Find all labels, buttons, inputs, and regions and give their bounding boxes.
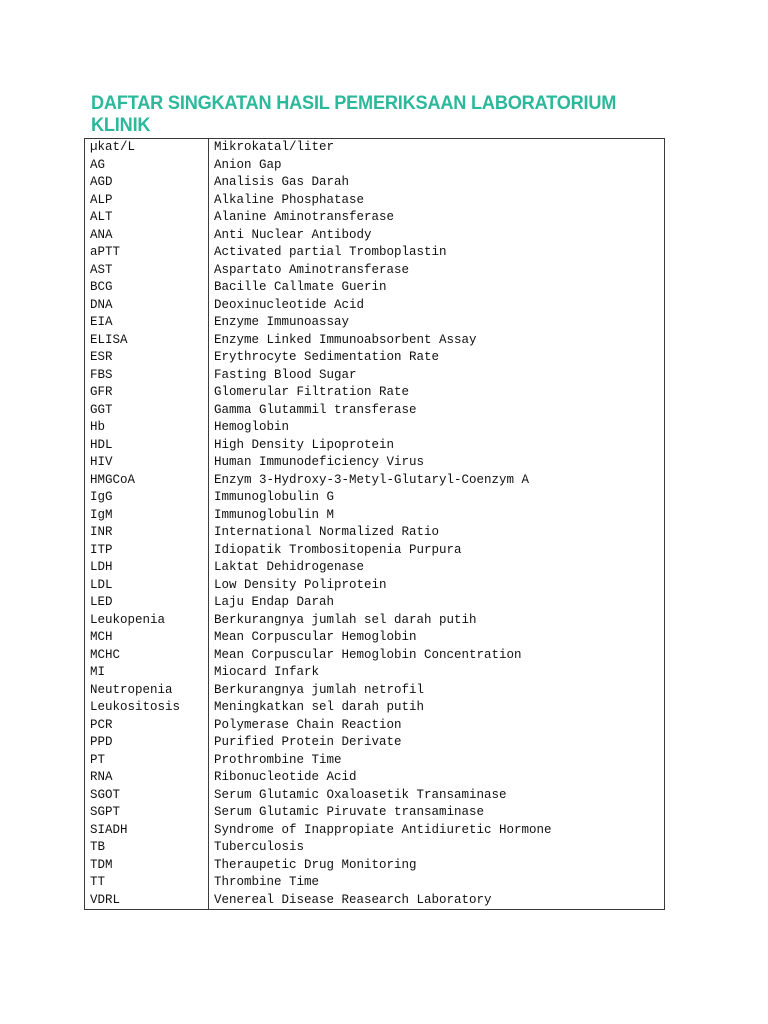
abbreviation-cell: aPTT: [85, 244, 209, 262]
abbreviation-cell: µkat/L: [85, 139, 209, 157]
page-title: DAFTAR SINGKATAN HASIL PEMERIKSAAN LABORATORIUM KLINIK: [91, 92, 617, 136]
abbreviation-cell: LDL: [85, 577, 209, 595]
meaning-cell: Idiopatik Trombositopenia Purpura: [214, 542, 462, 557]
abbreviation-cell: ELISA: [85, 332, 209, 350]
meaning-cell: Mean Corpuscular Hemoglobin: [214, 630, 417, 644]
meaning-cell: Bacille Callmate Guerin: [214, 280, 387, 294]
table-row: [85, 349, 665, 367]
abbreviation-cell: Neutropenia: [85, 682, 209, 700]
table-row: [85, 874, 665, 892]
abbreviation-cell: MCHC: [85, 647, 209, 665]
abbreviation-cell: EIA: [85, 314, 209, 332]
abbreviation-cell: SGPT: [85, 804, 209, 822]
meaning-cell: Polymerase Chain Reaction: [214, 717, 402, 732]
abbreviation-cell: ALT: [85, 209, 209, 227]
abbreviation-cell: Hb: [85, 419, 209, 437]
table-row: [85, 839, 665, 857]
abbreviation-cell: LDH: [85, 559, 209, 577]
table-row: [85, 699, 665, 717]
table-row: [85, 594, 665, 612]
abbreviation-cell: MCH: [85, 629, 209, 647]
abbreviation-cell: ESR: [85, 349, 209, 367]
meaning-cell: Serum Glutamic Oxaloasetik Transaminase: [214, 787, 507, 802]
meaning-cell: Berkurangnya jumlah netrofil: [214, 682, 425, 697]
abbreviation-cell: SGOT: [85, 787, 209, 805]
abbreviation-cell: PCR: [85, 717, 209, 735]
meaning-cell: Syndrome of Inappropiate Antidiuretic Hormone: [214, 822, 552, 837]
meaning-cell: Tuberculosis: [214, 840, 305, 854]
table-row: [85, 752, 665, 770]
abbreviation-cell: SIADH: [85, 822, 209, 840]
abbreviation-cell: VDRL: [85, 892, 209, 910]
meaning-cell: Theraupetic Drug Monitoring: [214, 857, 417, 872]
table-row: [85, 209, 665, 227]
meaning-cell: Deoxinucleotide Acid: [214, 297, 365, 312]
abbreviation-cell: BCG: [85, 279, 209, 297]
table-row: [85, 314, 665, 332]
meaning-cell: Human Immunodeficiency Virus: [214, 455, 425, 469]
meaning-cell: Ribonucleotide Acid: [214, 770, 357, 784]
table-row: [85, 419, 665, 437]
table-row: [85, 192, 665, 210]
abbreviation-cell: ANA: [85, 227, 209, 245]
table-row: [85, 629, 665, 647]
table-row: [85, 244, 665, 262]
meaning-cell: Aspartato Aminotransferase: [214, 262, 410, 277]
meaning-cell: Berkurangnya jumlah sel darah putih: [214, 612, 477, 627]
meaning-cell: Activated partial Tromboplastin: [214, 245, 447, 259]
meaning-cell: Enzyme Linked Immunoabsorbent Assay: [214, 332, 477, 347]
abbreviation-cell: Leukopenia: [85, 612, 209, 630]
abbreviation-cell: LED: [85, 594, 209, 612]
abbreviation-cell: AST: [85, 262, 209, 280]
meaning-cell: Anti Nuclear Antibody: [214, 227, 372, 242]
abbreviation-cell: GFR: [85, 384, 209, 402]
meaning-cell: Analisis Gas Darah: [214, 175, 350, 189]
abbreviation-cell: ALP: [85, 192, 209, 210]
abbreviation-cell: FBS: [85, 367, 209, 385]
meaning-cell: Low Density Poliprotein: [214, 577, 387, 592]
table-row: [85, 454, 665, 472]
table-row: [85, 664, 665, 682]
meaning-cell: Thrombine Time: [214, 875, 320, 889]
abbreviation-cell: PPD: [85, 734, 209, 752]
table-row: [85, 542, 665, 560]
meaning-cell: Alkaline Phosphatase: [214, 192, 365, 207]
table-row: [85, 822, 665, 840]
table-row: [85, 279, 665, 297]
table-row: [85, 804, 665, 822]
abbreviation-cell: IgM: [85, 507, 209, 525]
table-row: [85, 174, 665, 192]
meaning-cell: Meningkatkan sel darah putih: [214, 700, 425, 714]
abbreviation-cell: GGT: [85, 402, 209, 420]
meaning-cell: Alanine Aminotransferase: [214, 210, 395, 224]
meaning-cell: Hemoglobin: [214, 420, 290, 434]
table-row: [85, 489, 665, 507]
meaning-cell: High Density Lipoprotein: [214, 437, 395, 452]
table-row: [85, 437, 665, 455]
meaning-cell: Laju Endap Darah: [214, 595, 335, 609]
meaning-cell: Immunoglobulin M: [214, 507, 335, 522]
table-row: [85, 787, 665, 805]
meaning-cell: International Normalized Ratio: [214, 525, 440, 539]
table-row: [85, 647, 665, 665]
abbreviation-cell: IgG: [85, 489, 209, 507]
abbreviation-cell: AGD: [85, 174, 209, 192]
meaning-cell: Mikrokatal/liter: [214, 140, 335, 154]
abbreviation-cell: PT: [85, 752, 209, 770]
meaning-cell: Immunoglobulin G: [214, 490, 335, 504]
abbreviation-cell: AG: [85, 157, 209, 175]
table-row: [85, 577, 665, 595]
table-row: [85, 227, 665, 245]
meaning-cell: Fasting Blood Sugar: [214, 367, 357, 382]
table-row: [85, 769, 665, 787]
table-row: [85, 559, 665, 577]
table-row: [85, 297, 665, 315]
abbreviation-cell: DNA: [85, 297, 209, 315]
table-row: [85, 612, 665, 630]
table-row: [85, 332, 665, 350]
meaning-cell: Erythrocyte Sedimentation Rate: [214, 350, 440, 364]
table-row: [85, 402, 665, 420]
abbreviation-cell: HIV: [85, 454, 209, 472]
meaning-cell: Venereal Disease Reasearch Laboratory: [214, 892, 492, 907]
abbreviation-cell: TDM: [85, 857, 209, 875]
abbreviation-cell: Leukositosis: [85, 699, 209, 717]
table-row: [85, 524, 665, 542]
abbreviation-cell: HMGCoA: [85, 472, 209, 490]
table-row: [85, 472, 665, 490]
meaning-cell: Mean Corpuscular Hemoglobin Concentration: [214, 647, 522, 662]
table-row: [85, 384, 665, 402]
table-row: [85, 734, 665, 752]
table-row: [85, 892, 665, 910]
abbreviation-cell: ITP: [85, 542, 209, 560]
meaning-cell: Laktat Dehidrogenase: [214, 560, 365, 574]
meaning-cell: Purified Protein Derivate: [214, 735, 402, 749]
meaning-cell: Enzyme Immunoassay: [214, 315, 350, 329]
table-row: [85, 717, 665, 735]
meaning-cell: Glomerular Filtration Rate: [214, 385, 410, 399]
table-row: [85, 507, 665, 525]
meaning-cell: Serum Glutamic Piruvate transaminase: [214, 805, 485, 819]
table-row: [85, 139, 665, 157]
meaning-cell: Prothrombine Time: [214, 752, 342, 767]
table-row: [85, 682, 665, 700]
abbreviation-cell: TT: [85, 874, 209, 892]
abbreviation-cell: HDL: [85, 437, 209, 455]
table-row: [85, 857, 665, 875]
meaning-cell: Anion Gap: [214, 157, 282, 172]
table-row: [85, 262, 665, 280]
abbreviation-cell: RNA: [85, 769, 209, 787]
table-row: [85, 157, 665, 175]
abbreviation-cell: INR: [85, 524, 209, 542]
meaning-cell: Enzym 3-Hydroxy-3-Metyl-Glutaryl-Coenzym A: [214, 472, 530, 487]
table-row: [85, 367, 665, 385]
abbreviation-cell: TB: [85, 839, 209, 857]
abbreviation-table: [84, 138, 665, 910]
meaning-cell: Miocard Infark: [214, 665, 320, 679]
abbreviation-table-body: [85, 139, 665, 910]
abbreviation-cell: MI: [85, 664, 209, 682]
meaning-cell: Gamma Glutammil transferase: [214, 402, 417, 417]
